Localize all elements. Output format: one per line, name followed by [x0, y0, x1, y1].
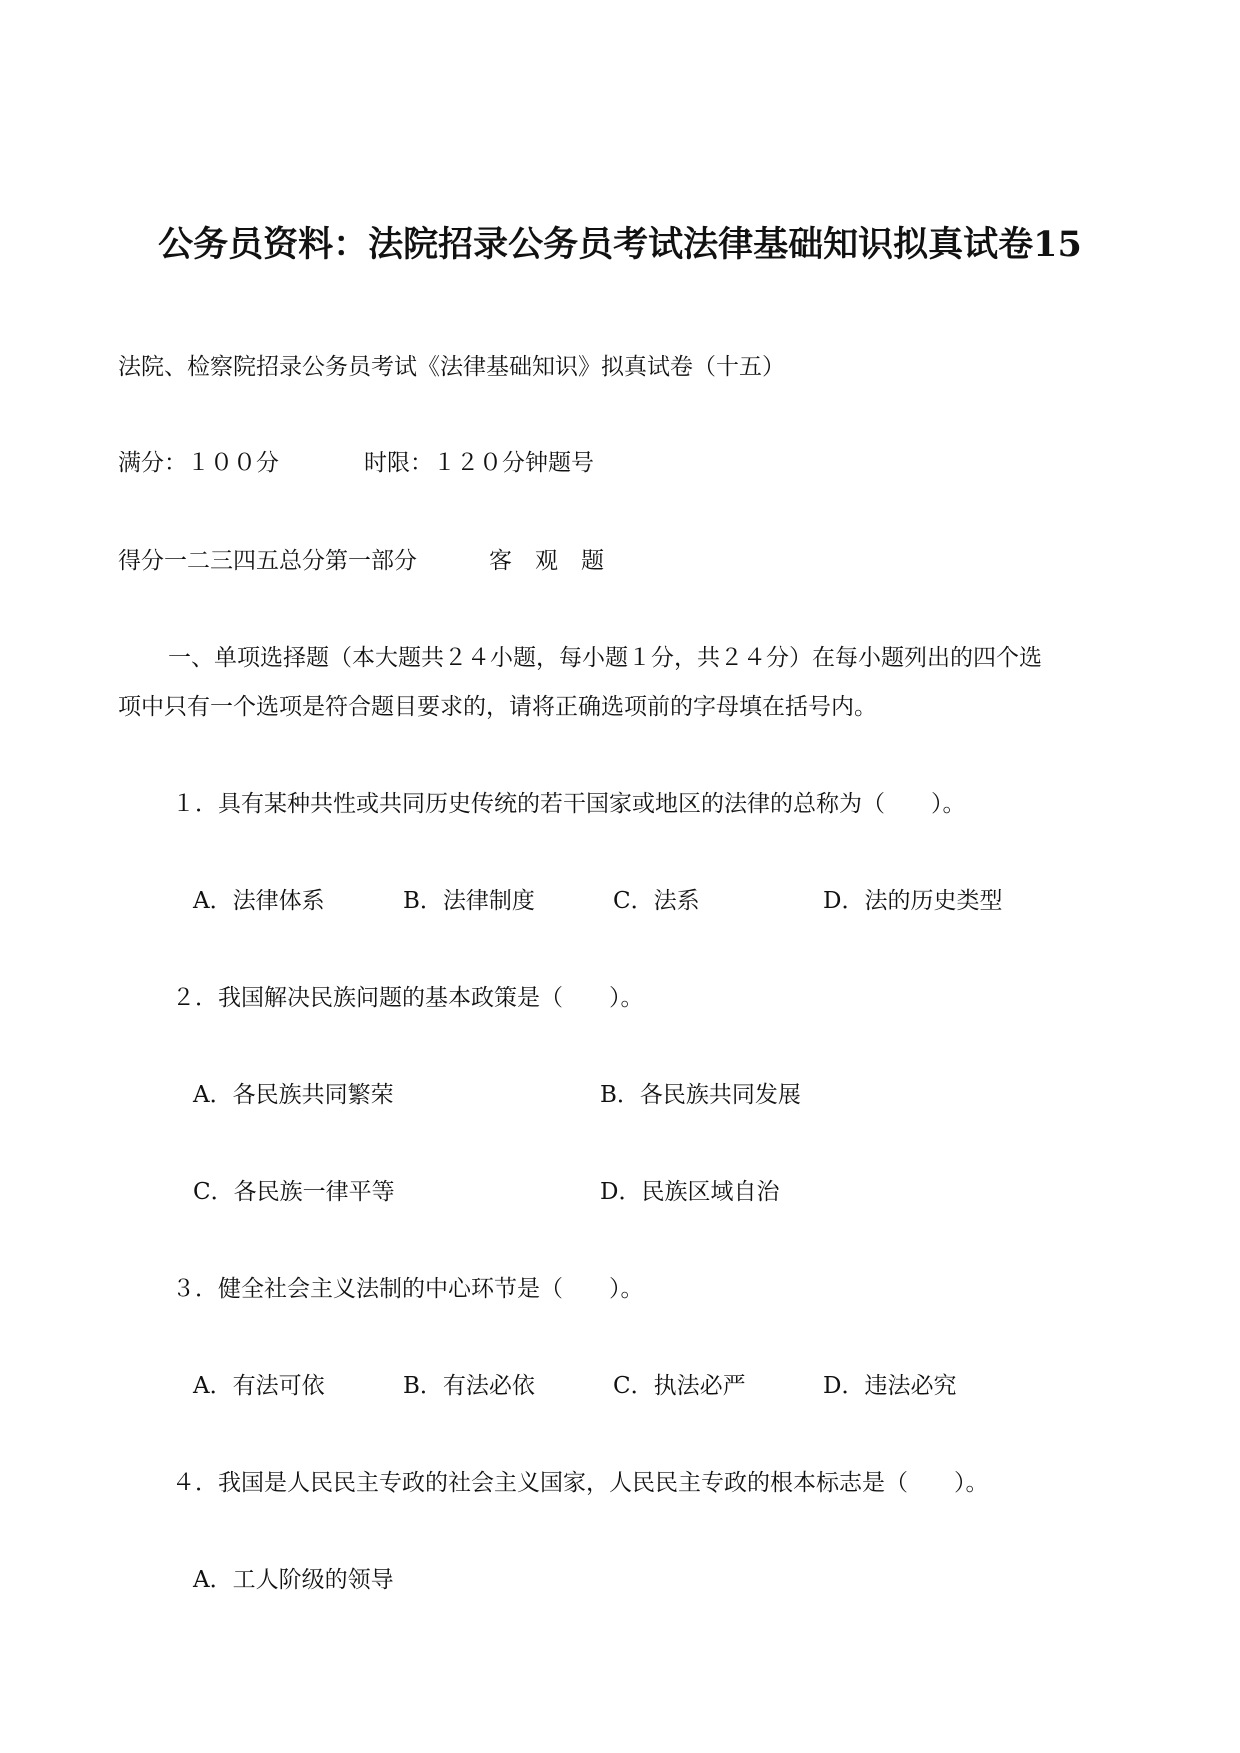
instructions-line-1: 一、单项选择题（本大题共２４小题，每小题１分，共２４分）在每小题列出的四个选 [168, 645, 1042, 671]
question-3-option-d: D．违法必究 [823, 1373, 957, 1399]
document-title: 公务员资料：法院招录公务员考试法律基础知识拟真试卷15 [158, 224, 1082, 265]
subtitle: 法院、检察院招录公务员考试《法律基础知识》拟真试卷（十五） [118, 354, 785, 380]
question-3-option-b: B．有法必依 [403, 1373, 535, 1399]
question-2-stem: ２．我国解决民族问题的基本政策是（ ）。 [172, 985, 644, 1011]
question-1-option-d: D．法的历史类型 [823, 888, 1003, 914]
question-2-option-a: A．各民族共同繁荣 [193, 1082, 394, 1108]
question-4-option-a: A．工人阶级的领导 [193, 1567, 394, 1593]
question-3-stem: ３．健全社会主义法制的中心环节是（ ）。 [172, 1276, 644, 1302]
time-limit: 时限：１２０分钟题号 [364, 450, 594, 476]
question-1-option-a: A．法律体系 [193, 888, 325, 914]
score-table-header: 得分一二三四五总分第一部分 [118, 548, 417, 574]
question-1-option-b: B．法律制度 [403, 888, 535, 914]
full-score: 满分：１００分 [118, 450, 279, 476]
question-3-option-a: A．有法可依 [193, 1373, 325, 1399]
section-label: 客 观 题 [489, 548, 604, 574]
question-2-option-b: B．各民族共同发展 [600, 1082, 801, 1108]
question-1-stem: １．具有某种共性或共同历史传统的若干国家或地区的法律的总称为（ ）。 [172, 791, 966, 817]
question-1-option-c: C．法系 [613, 888, 700, 914]
question-4-stem: ４．我国是人民民主专政的社会主义国家，人民民主专政的根本标志是（ ）。 [172, 1470, 989, 1496]
instructions-line-2: 项中只有一个选项是符合题目要求的，请将正确选项前的字母填在括号内。 [118, 694, 877, 720]
question-2-option-d: D．民族区域自治 [600, 1179, 780, 1205]
question-3-option-c: C．执法必严 [613, 1373, 746, 1399]
question-2-option-c: C．各民族一律平等 [193, 1179, 395, 1205]
